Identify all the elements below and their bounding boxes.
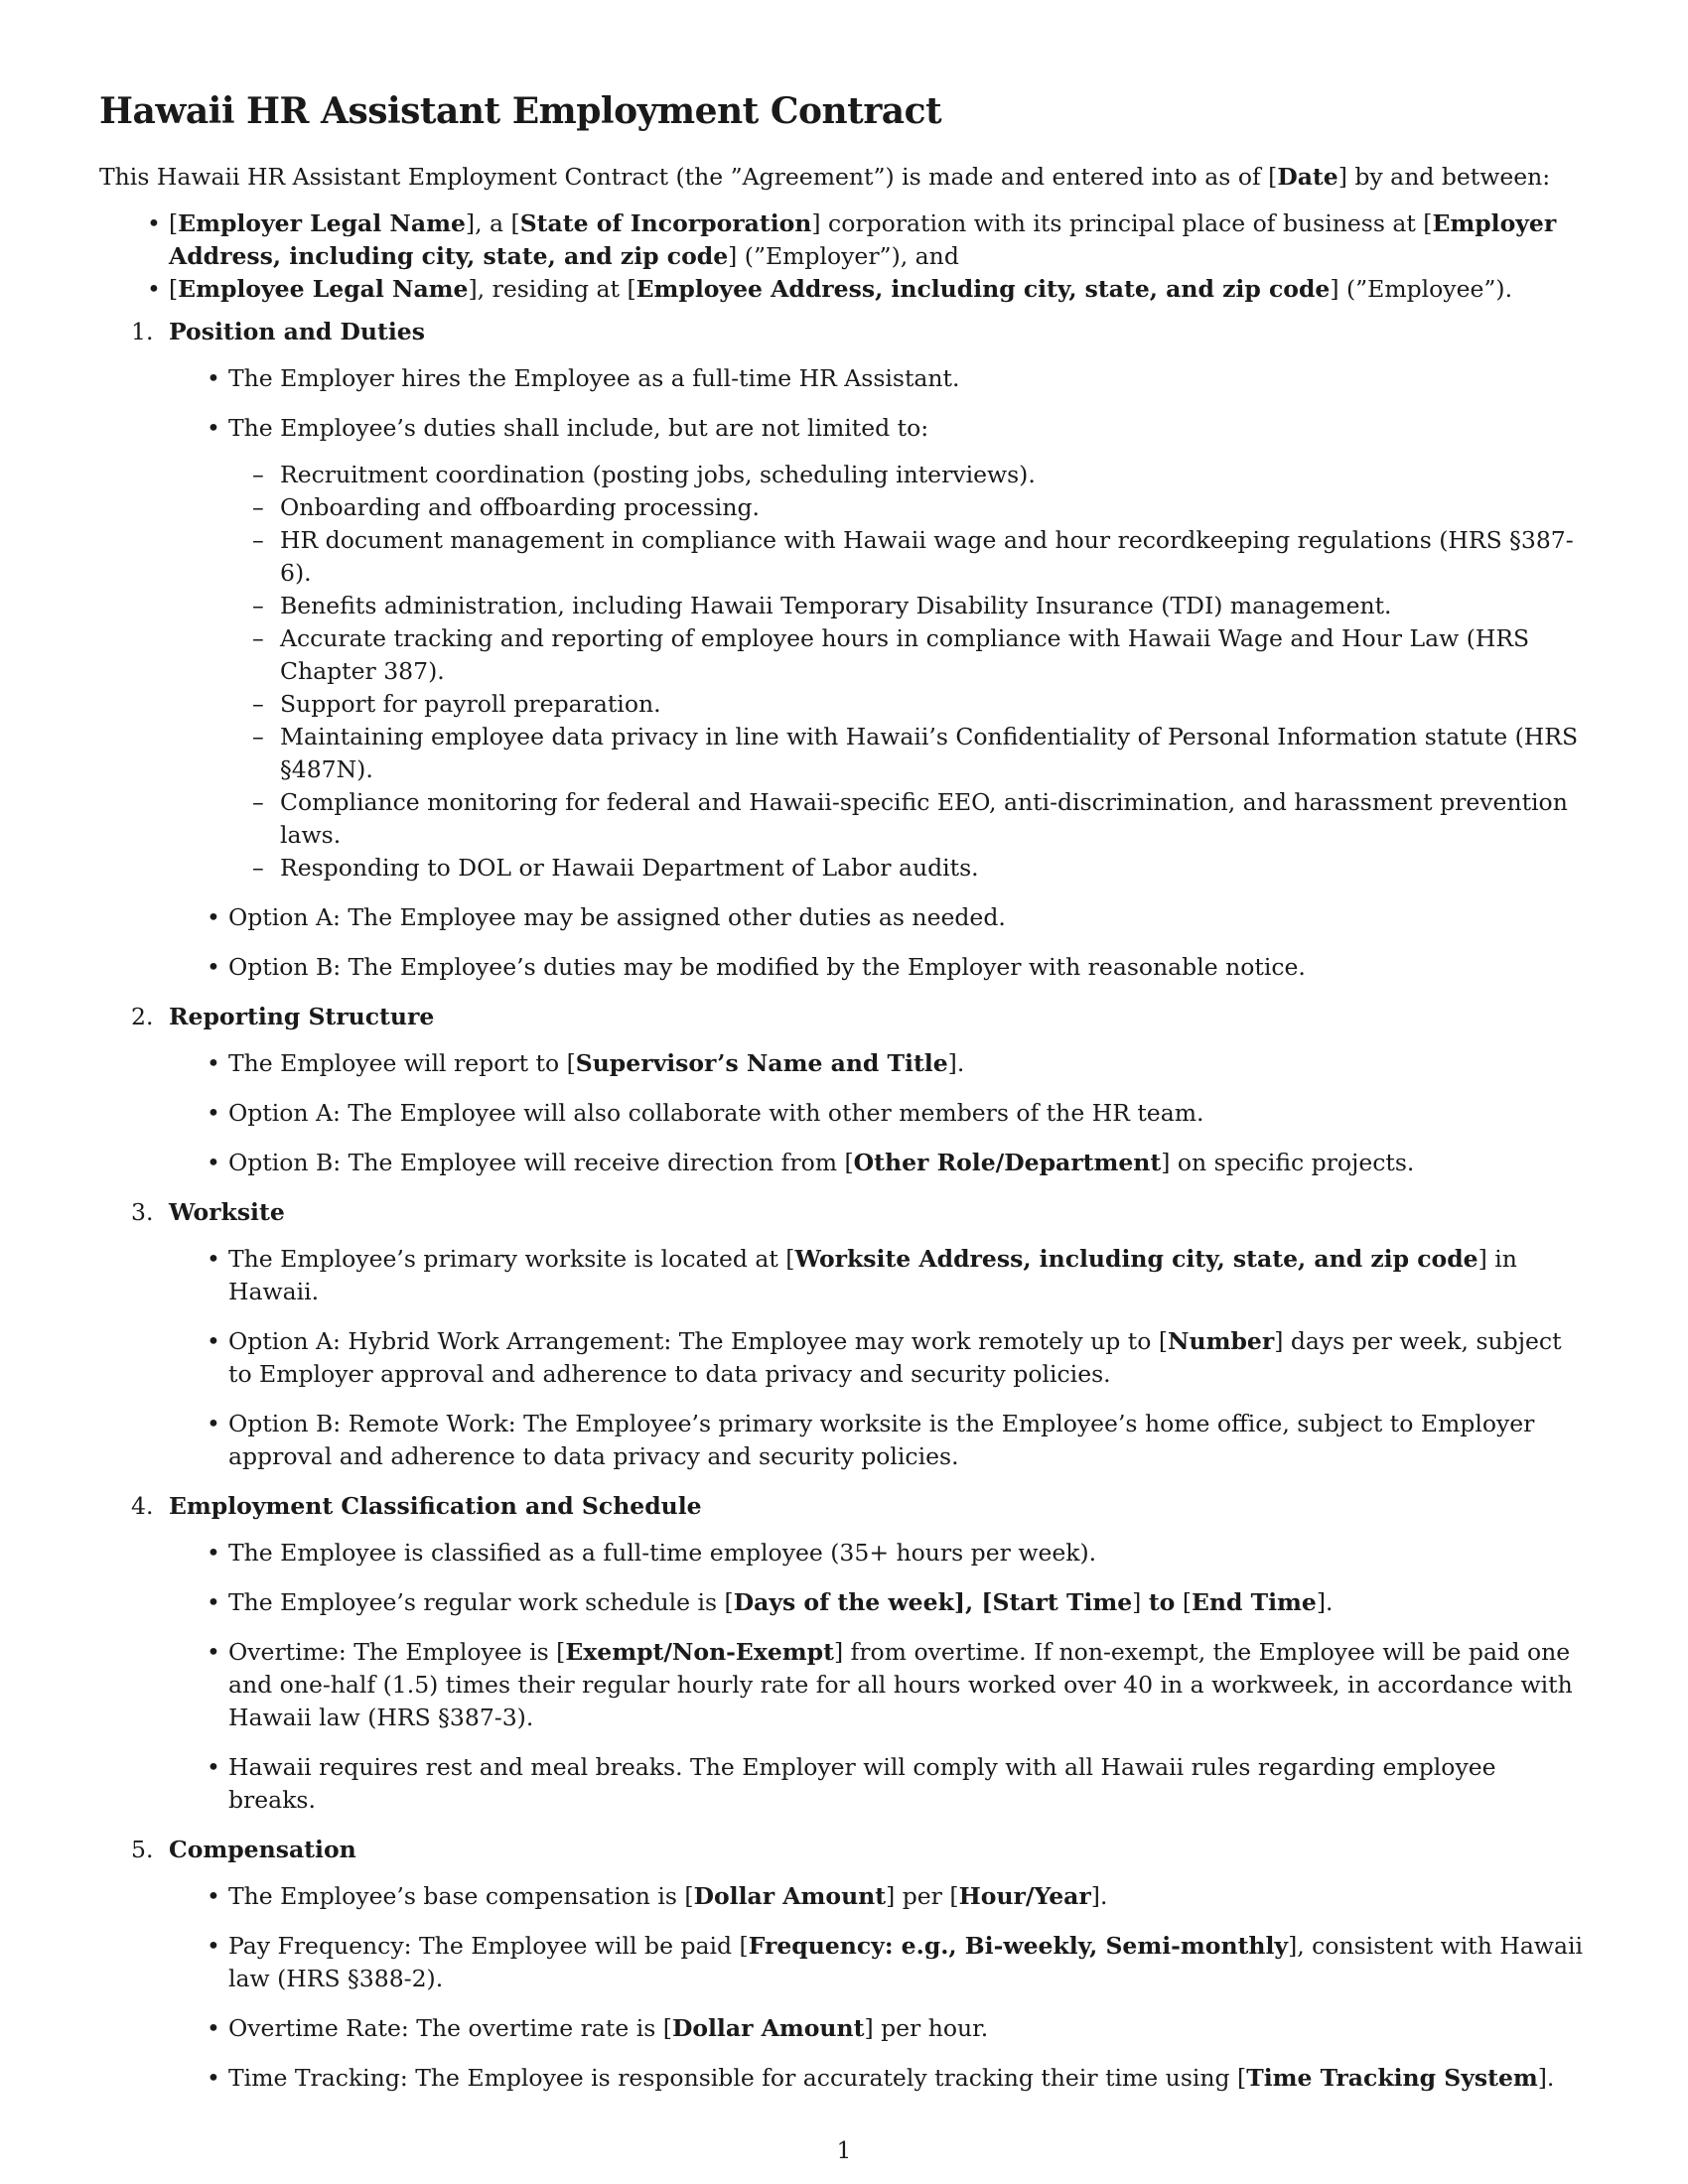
section-position-duties bbox=[99, 316, 1589, 984]
list-item: • The Employee’s base compensation is [Dollar Amount] per [Hour/Year]. bbox=[228, 1880, 1589, 1913]
duty-item: – Benefits administration, including Hawaii Temporary Disability Insurance (TDI) management. bbox=[280, 590, 1589, 622]
list-item: • Overtime Rate: The overtime rate is [Dollar Amount] per hour. bbox=[228, 2012, 1589, 2045]
duty-item: – Onboarding and offboarding processing. bbox=[280, 491, 1589, 524]
exempt-placeholder: Exempt/Non-Exempt bbox=[565, 1638, 834, 1666]
duty-item: – Compliance monitoring for federal and Hawaii-specific EEO, anti-discrimination, and harassment prevention laws. bbox=[280, 786, 1589, 852]
employee-address-placeholder: Employee Address, including city, state, and zip code bbox=[635, 275, 1331, 303]
number-placeholder: Number bbox=[1168, 1327, 1275, 1355]
list-item: • The Employee’s primary worksite is located at [Worksite Address, including city, state, and zip code] in Hawaii. bbox=[228, 1243, 1589, 1308]
state-placeholder: State of Incorporation bbox=[519, 209, 812, 237]
frequency-placeholder: Frequency: e.g., Bi-weekly, Semi-monthly bbox=[748, 1932, 1289, 1960]
list-item: • Pay Frequency: The Employee will be paid [Frequency: e.g., Bi-weekly, Semi-monthly], consistent with Hawaii law (HRS §388-2). bbox=[228, 1930, 1589, 1995]
intro-text-end: ] by and between: bbox=[1337, 163, 1551, 191]
duty-item: – Responding to DOL or Hawaii Department of Labor audits. bbox=[280, 852, 1589, 885]
employer-address-placeholder: Employer Address, including city, state, and zip code bbox=[169, 209, 1557, 270]
date-placeholder: Date bbox=[1277, 163, 1338, 191]
section-bullets bbox=[169, 1047, 1589, 1179]
days-placeholder: Days of the week], [ bbox=[733, 1588, 993, 1616]
duty-item: – Maintaining employee data privacy in line with Hawaii’s Confidentiality of Personal Information statute (HRS §487N). bbox=[280, 721, 1589, 786]
document-title: Hawaii HR Assistant Employment Contract bbox=[99, 90, 942, 132]
section-classification-schedule bbox=[99, 1490, 1589, 1817]
supervisor-placeholder: Supervisor’s Name and Title bbox=[575, 1049, 948, 1077]
overtime-amount-placeholder: Dollar Amount bbox=[671, 2014, 865, 2042]
section-number: 1. bbox=[131, 318, 154, 345]
sections-list bbox=[99, 316, 1589, 2095]
employee-name-placeholder: Employee Legal Name bbox=[178, 275, 469, 303]
section-reporting-structure bbox=[99, 1001, 1589, 1179]
duties-list bbox=[228, 459, 1589, 885]
list-item: • The Employee is classified as a full-time employee (35+ hours per week). bbox=[228, 1537, 1589, 1570]
intro-paragraph bbox=[99, 161, 1589, 194]
document-page bbox=[99, 87, 1589, 2112]
list-item: • The Employee will report to [Supervisor’s Name and Title]. bbox=[228, 1047, 1589, 1080]
parties-list bbox=[99, 207, 1589, 306]
worksite-address-placeholder: Worksite Address, including city, state, and zip code bbox=[794, 1245, 1478, 1273]
list-item: • Overtime: The Employee is [Exempt/Non-Exempt] from overtime. If non-exempt, the Employee will be paid one and one-half (1.5) times their regular hourly rate for all hours worked over 40 in a workweek, in accordance with Hawaii law (HRS §387-3). bbox=[228, 1636, 1589, 1734]
party-employee: • [Employee Legal Name], residing at [Employee Address, including city, state, and zip code] (”Employee”). bbox=[169, 273, 1589, 306]
section-title: Position and Duties bbox=[169, 318, 425, 345]
period-placeholder: Hour/Year bbox=[958, 1882, 1091, 1910]
list-item: • Option B: The Employee will receive direction from [Other Role/Department] on specific projects. bbox=[228, 1147, 1589, 1179]
party-employer: • [Employer Legal Name], a [State of Incorporation] corporation with its principal place of business at [Employer Address, including city, state, and zip code] (”Employer”), and bbox=[169, 207, 1589, 273]
page-number: 1 bbox=[836, 2138, 852, 2164]
duty-item: – HR document management in compliance with Hawaii wage and hour recordkeeping regulations (HRS §387-6). bbox=[280, 524, 1589, 590]
list-item: • Option B: Remote Work: The Employee’s primary worksite is the Employee’s home office, subject to Employer approval and adherence to data privacy and security policies. bbox=[228, 1408, 1589, 1473]
section-number: 3. bbox=[131, 1198, 154, 1226]
department-placeholder: Other Role/Department bbox=[853, 1149, 1162, 1176]
section-title: Worksite bbox=[169, 1198, 285, 1226]
employer-name-placeholder: Employer Legal Name bbox=[178, 209, 466, 237]
amount-placeholder: Dollar Amount bbox=[693, 1882, 887, 1910]
section-bullets bbox=[169, 1537, 1589, 1817]
duty-item: – Support for payroll preparation. bbox=[280, 688, 1589, 721]
section-title: Employment Classification and Schedule bbox=[169, 1492, 702, 1520]
section-title: Compensation bbox=[169, 1836, 356, 1863]
intro-text: This Hawaii HR Assistant Employment Contract (the ”Agreement”) is made and entered into as of [ bbox=[99, 163, 1278, 191]
time-system-placeholder: Time Tracking System bbox=[1246, 2064, 1538, 2092]
list-item: • The Employee’s regular work schedule is [Days of the week], [Start Time] to [End Time]. bbox=[228, 1586, 1589, 1619]
section-bullets bbox=[169, 1880, 1589, 2095]
list-item: • The Employee’s duties shall include, but are not limited to: – Recruitment coordination (posting jobs, scheduling interviews). – Onboarding and offboarding processing. – HR document management in compliance with Hawaii wage and hour recordkeeping regulations (HRS §387-6). – Benefits administration, including Hawaii Temporary Disability Insurance (TDI) management. – Accurate tracking and reporting of employee hours in compliance with Hawaii Wage and Hour Law (HRS Chapter 387). – Support for payroll preparation. – Maintaining employee data privacy in line with Hawaii’s Confidentiality of Personal Information statute (HRS §487N). – Compliance monitoring for federal and Hawaii-specific EEO, anti-discrimination, and harassment prevention laws. – Responding to DOL or Hawaii Department of Labor audits. bbox=[228, 412, 1589, 885]
start-time-placeholder: Start Time bbox=[992, 1588, 1133, 1616]
duty-item: – Recruitment coordination (posting jobs, scheduling interviews). bbox=[280, 459, 1589, 491]
section-worksite bbox=[99, 1196, 1589, 1473]
section-title: Reporting Structure bbox=[169, 1003, 435, 1030]
list-item: • Option B: The Employee’s duties may be modified by the Employer with reasonable notice. bbox=[228, 951, 1589, 984]
end-time-placeholder: End Time bbox=[1191, 1588, 1317, 1616]
section-bullets bbox=[169, 1243, 1589, 1473]
list-item: • Time Tracking: The Employee is responsible for accurately tracking their time using [Time Tracking System]. bbox=[228, 2062, 1589, 2095]
list-item: • Option A: The Employee will also collaborate with other members of the HR team. bbox=[228, 1097, 1589, 1130]
list-item: • Option A: Hybrid Work Arrangement: The Employee may work remotely up to [Number] days per week, subject to Employer approval and adherence to data privacy and security policies. bbox=[228, 1325, 1589, 1391]
list-item: • Option A: The Employee may be assigned other duties as needed. bbox=[228, 901, 1589, 934]
section-number: 2. bbox=[131, 1003, 154, 1030]
duty-item: – Accurate tracking and reporting of employee hours in compliance with Hawaii Wage and Hour Law (HRS Chapter 387). bbox=[280, 622, 1589, 688]
section-bullets bbox=[169, 362, 1589, 984]
list-item: • The Employer hires the Employee as a full-time HR Assistant. bbox=[228, 362, 1589, 395]
section-compensation bbox=[99, 1834, 1589, 2095]
section-number: 5. bbox=[131, 1836, 154, 1863]
section-number: 4. bbox=[131, 1492, 154, 1520]
list-item: • Hawaii requires rest and meal breaks. The Employer will comply with all Hawaii rules regarding employee breaks. bbox=[228, 1751, 1589, 1817]
